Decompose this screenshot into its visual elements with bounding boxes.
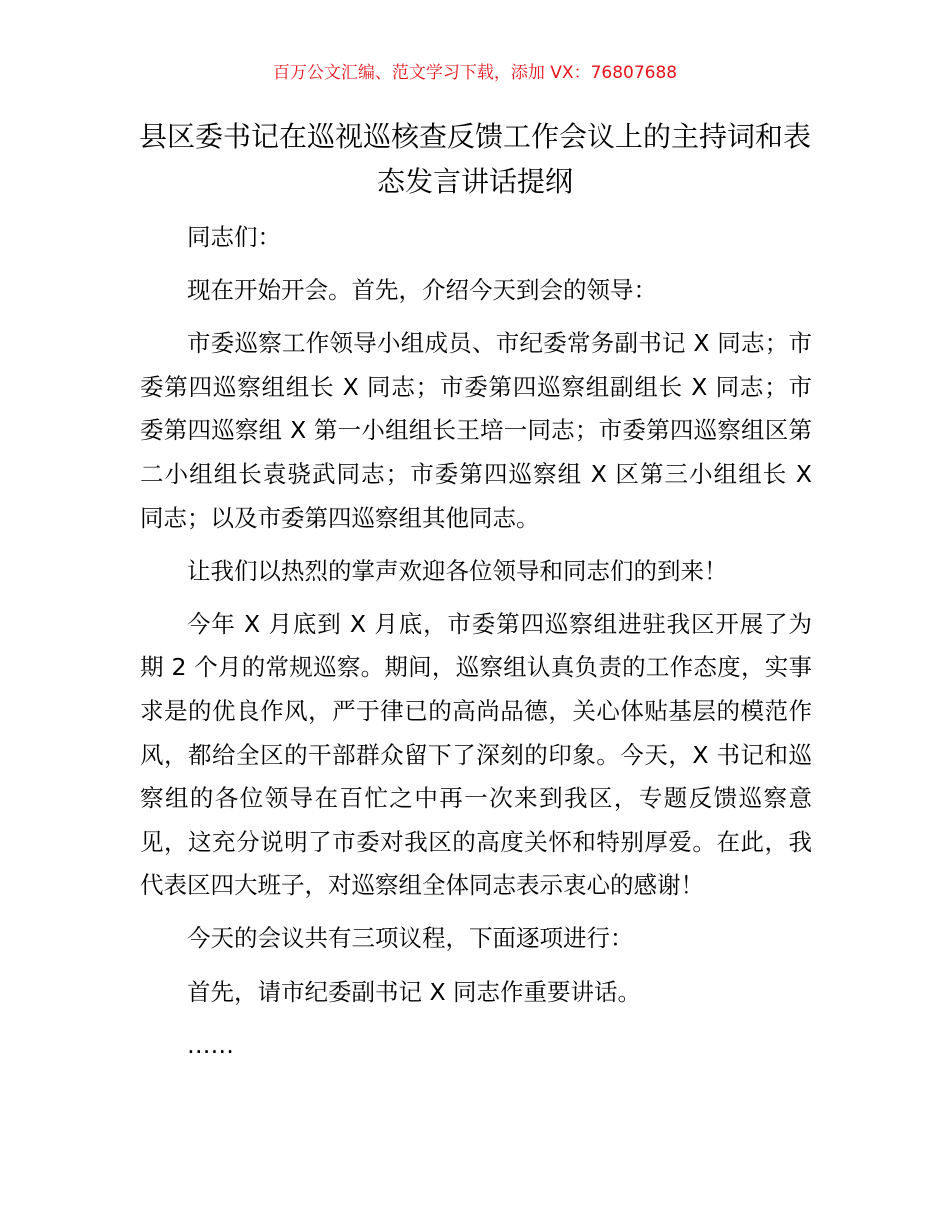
paragraph: 同志们： [187, 223, 281, 251]
paragraph: 首先，请市纪委副书记 X 同志作重要讲话。 [187, 977, 642, 1006]
paragraph: 现在开始开会。首先，介绍今天到会的领导： [187, 276, 657, 305]
paragraph: …… [187, 1030, 234, 1059]
header-watermark-link: 百万公文汇编、范文学习下载，添加 VX：76807688 [272, 63, 678, 83]
document-title: 县区委书记在巡视巡核查反馈工作会议上的主持词和表态发言讲话提纲 [138, 120, 811, 198]
paragraph: 市委巡察工作领导小组成员、市纪委常务副书记 X 同志；市委第四巡察组组长 X 同志；市委第四巡察组副组长 X 同志；市委第四巡察组 X 第一小组组长王培一同志；市委第四巡察组区第二小组组长袁骁武同志；市委第四巡察组 X 区第三小组组长 X 同志；以及市委第四巡察组其他同志。 [140, 329, 812, 532]
paragraph: 今年 X 月底到 X 月底，市委第四巡察组进驻我区开展了为期 2 个月的常规巡察。期间，巡察组认真负责的工作态度，实事求是的优良作风，严于律已的高尚品德，关心体贴基层的模范作风，都给全区的干部群众留下了深刻的印象。今天，X 书记和巡察组的各位领导在百忙之中再一次来到我区，专题反馈巡察意见，这充分说明了市委对我区的高度关怀和特别厚爱。在此，我代表区四大班子，对巡察组全体同志表示衷心的感谢！ [140, 609, 812, 900]
document-body [140, 216, 812, 1077]
paragraph: 今天的会议共有三项议程，下面逐项进行： [187, 924, 634, 953]
paragraph: 让我们以热烈的掌声欢迎各位领导和同志们的到来！ [187, 556, 728, 585]
